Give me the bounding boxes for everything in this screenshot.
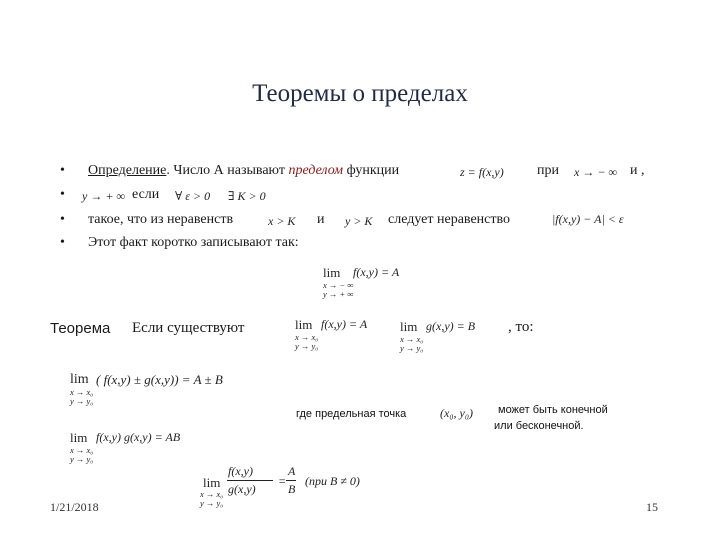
result-sum-expr: ( f(x,y) ± g(x,y)) = A ± B bbox=[96, 372, 223, 387]
lim-sub-y: y → y₀ bbox=[70, 454, 94, 464]
formula-point: (x₀, y₀) bbox=[440, 406, 473, 420]
theorem-limit-g bbox=[400, 319, 476, 353]
result-product-expr: f(x,y) g(x,y) = AB bbox=[96, 430, 181, 444]
bullet-dot: • bbox=[60, 163, 65, 178]
formula-y-gt-k: y > K bbox=[345, 214, 373, 228]
lim-sub-y: y → y₀ bbox=[295, 341, 319, 351]
main-limit-expr: f(x,y) = A bbox=[353, 265, 400, 279]
lim-sub-x: x → − ∞ bbox=[323, 280, 354, 290]
text-esli: если bbox=[132, 187, 160, 202]
definition-term: Определение bbox=[88, 163, 167, 178]
lim-sub-y: y → + ∞ bbox=[323, 289, 354, 299]
lim-operator: lim bbox=[295, 317, 313, 332]
lim-sub-y: y → y₀ bbox=[200, 498, 224, 508]
quotient-result-num: A bbox=[288, 464, 296, 478]
point-note-prefix: где предельная точка bbox=[296, 408, 407, 420]
lim-operator: lim bbox=[70, 372, 89, 387]
page-number: 15 bbox=[646, 500, 658, 514]
quotient-denominator: g(x,y) bbox=[228, 482, 256, 496]
definition-text: . Число А называют bbox=[166, 163, 289, 178]
bullet-dot: • bbox=[60, 212, 65, 227]
lim-sub-x: x → x₀ bbox=[295, 332, 319, 342]
quotient-equals: = bbox=[278, 474, 287, 488]
quotient-condition: (при B ≠ 0) bbox=[305, 474, 360, 488]
result-quotient bbox=[200, 464, 400, 512]
text-and: и , bbox=[630, 163, 645, 178]
theorem-word: Теорема bbox=[50, 320, 111, 337]
lim-sub-y: y → y₀ bbox=[400, 343, 424, 353]
formula-exists-k: ∃ K > 0 bbox=[228, 189, 266, 203]
formula-x-to-minus-inf: x → − ∞ bbox=[574, 165, 617, 179]
fraction-bar bbox=[227, 480, 273, 481]
theorem-label bbox=[50, 320, 110, 337]
text-i: и bbox=[317, 212, 325, 227]
lim-sub-x: x → x₀ bbox=[400, 334, 424, 344]
limit-term: пределом bbox=[288, 163, 344, 178]
bullet-dot: • bbox=[60, 187, 65, 202]
footer-date: 1/21/2018 bbox=[50, 500, 99, 514]
formula-forall-eps: ∀ ε > 0 bbox=[175, 189, 211, 203]
quotient-numerator: f(x,y) bbox=[228, 464, 253, 478]
quotient-result-den: B bbox=[288, 482, 296, 496]
lim-sub-x: x → x₀ bbox=[200, 489, 224, 499]
formula-z-f: z = f(x,y) bbox=[460, 165, 504, 179]
formula-abs-diff: |f(x,y) − A| < ε bbox=[552, 212, 624, 226]
bullet-dot: • bbox=[60, 235, 65, 250]
function-text: функции bbox=[343, 163, 400, 178]
point-note-line2: или бесконечной. bbox=[494, 420, 584, 432]
lim-operator: lim bbox=[203, 475, 221, 490]
bullet-definition bbox=[88, 163, 399, 179]
lim-operator: lim bbox=[323, 265, 341, 280]
slide-title: Теоремы о пределах bbox=[252, 80, 468, 107]
theorem-limit-f-expr: f(x,y) = A bbox=[321, 317, 368, 331]
lim-operator: lim bbox=[400, 319, 418, 334]
result-sum bbox=[70, 372, 223, 406]
lim-sub-x: x → x₀ bbox=[70, 445, 94, 455]
theorem-then: , то: bbox=[508, 319, 534, 335]
theorem-limit-f bbox=[295, 317, 368, 351]
main-limit bbox=[323, 265, 400, 299]
fraction-bar bbox=[286, 480, 296, 481]
lim-sub-y: y → y₀ bbox=[70, 396, 94, 406]
text-sleduet: следует неравенство bbox=[388, 212, 511, 227]
result-product bbox=[70, 430, 181, 464]
text-short-notation: Этот факт коротко записывают так: bbox=[88, 235, 299, 250]
lim-operator: lim bbox=[70, 430, 88, 445]
text-pri: при bbox=[537, 163, 559, 178]
point-note-line1: может быть конечной bbox=[498, 404, 608, 416]
theorem-limit-g-expr: g(x,y) = B bbox=[426, 319, 476, 333]
text-takoe: такое, что из неравенств bbox=[88, 212, 234, 227]
lim-sub-x: x → x₀ bbox=[70, 387, 94, 397]
theorem-text: Если существуют bbox=[132, 320, 245, 336]
formula-y-to-plus-inf: y → + ∞ bbox=[82, 189, 125, 203]
formula-x-gt-k: x > K bbox=[268, 214, 296, 228]
